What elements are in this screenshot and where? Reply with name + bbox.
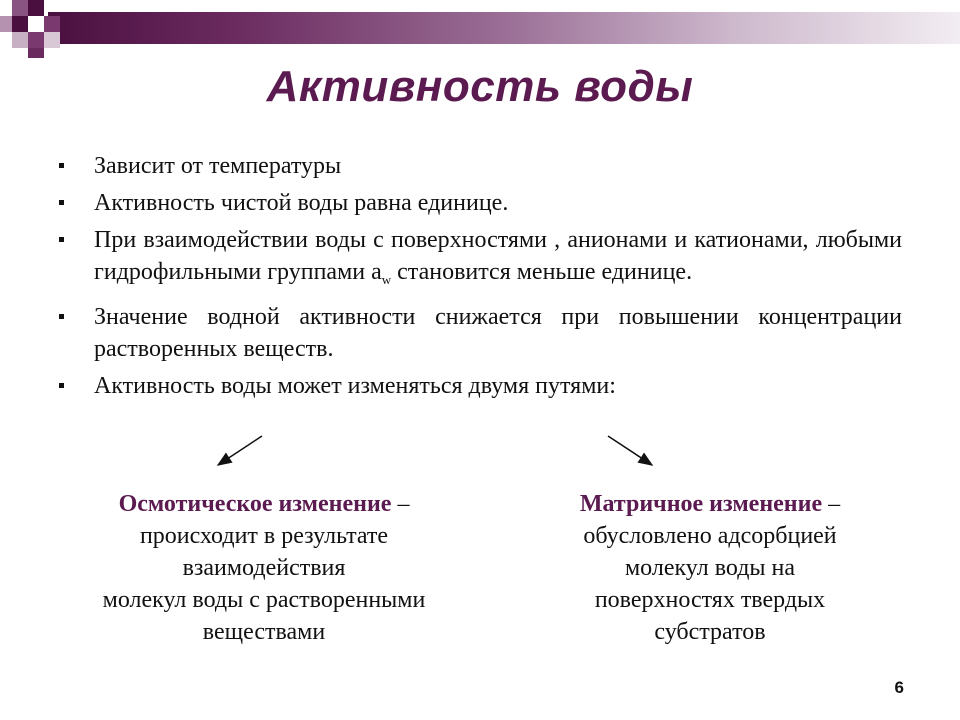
deco-square: [12, 16, 28, 32]
bullet-text: При взаимодействии воды с поверхностями , анионами и катионами, любыми гидрофильными группами a: [94, 227, 902, 285]
deco-square: [28, 16, 44, 32]
dash: –: [391, 491, 410, 517]
bullet-marker: [59, 163, 64, 168]
deco-square: [12, 0, 28, 16]
matrix-line: обусловлено адсорбцией: [583, 523, 837, 549]
bullet-item: [56, 301, 902, 365]
bullet-marker: [59, 200, 64, 205]
bullet-item: [56, 150, 902, 182]
matrix-block: [510, 488, 910, 648]
matrix-line: субстратов: [654, 619, 766, 645]
bullet-item: [56, 187, 902, 219]
osmotic-heading: Осмотическое изменение: [118, 491, 392, 517]
osmotic-line: взаимодействия: [182, 555, 346, 581]
matrix-heading: Матричное изменение: [579, 491, 823, 517]
bullet-item: [56, 370, 902, 402]
arrow-right: [608, 436, 652, 465]
page-number: 6: [894, 678, 904, 697]
osmotic-line: веществами: [202, 619, 326, 645]
deco-square: [44, 32, 60, 48]
osmotic-heading-line: [50, 488, 478, 520]
deco-square: [28, 48, 44, 58]
deco-square: [28, 0, 44, 16]
header-band: [48, 12, 960, 44]
osmotic-block: [50, 488, 478, 648]
matrix-line: поверхностях твердых: [594, 587, 826, 613]
bullet-item: [56, 224, 902, 296]
subscript-w: w: [381, 272, 392, 287]
deco-square: [28, 32, 44, 48]
bullet-marker: [59, 237, 64, 242]
bullet-marker: [59, 383, 64, 388]
deco-square: [12, 32, 28, 48]
matrix-line: молекул воды на: [624, 555, 796, 581]
deco-square: [44, 16, 60, 32]
bullet-text: Зависит от температуры: [94, 153, 342, 179]
bullet-text: Активность чистой воды равна единице.: [94, 190, 509, 216]
bullet-text: Активность воды может изменяться двумя путями:: [94, 373, 616, 399]
osmotic-line: происходит в результате: [139, 523, 389, 549]
dash: –: [822, 491, 841, 517]
arrow-left: [218, 436, 262, 465]
osmotic-line: молекул воды с растворенными: [102, 587, 426, 613]
slide-title: Активность воды: [266, 62, 694, 111]
bullet-text: становится меньше единице.: [391, 259, 693, 285]
bullet-text: Значение водной активности снижается при повышении концентрации растворенных веществ.: [94, 304, 902, 362]
matrix-heading-line: [510, 488, 910, 520]
bullet-marker: [59, 314, 64, 319]
bullet-list: [56, 150, 902, 407]
deco-square: [0, 16, 12, 32]
